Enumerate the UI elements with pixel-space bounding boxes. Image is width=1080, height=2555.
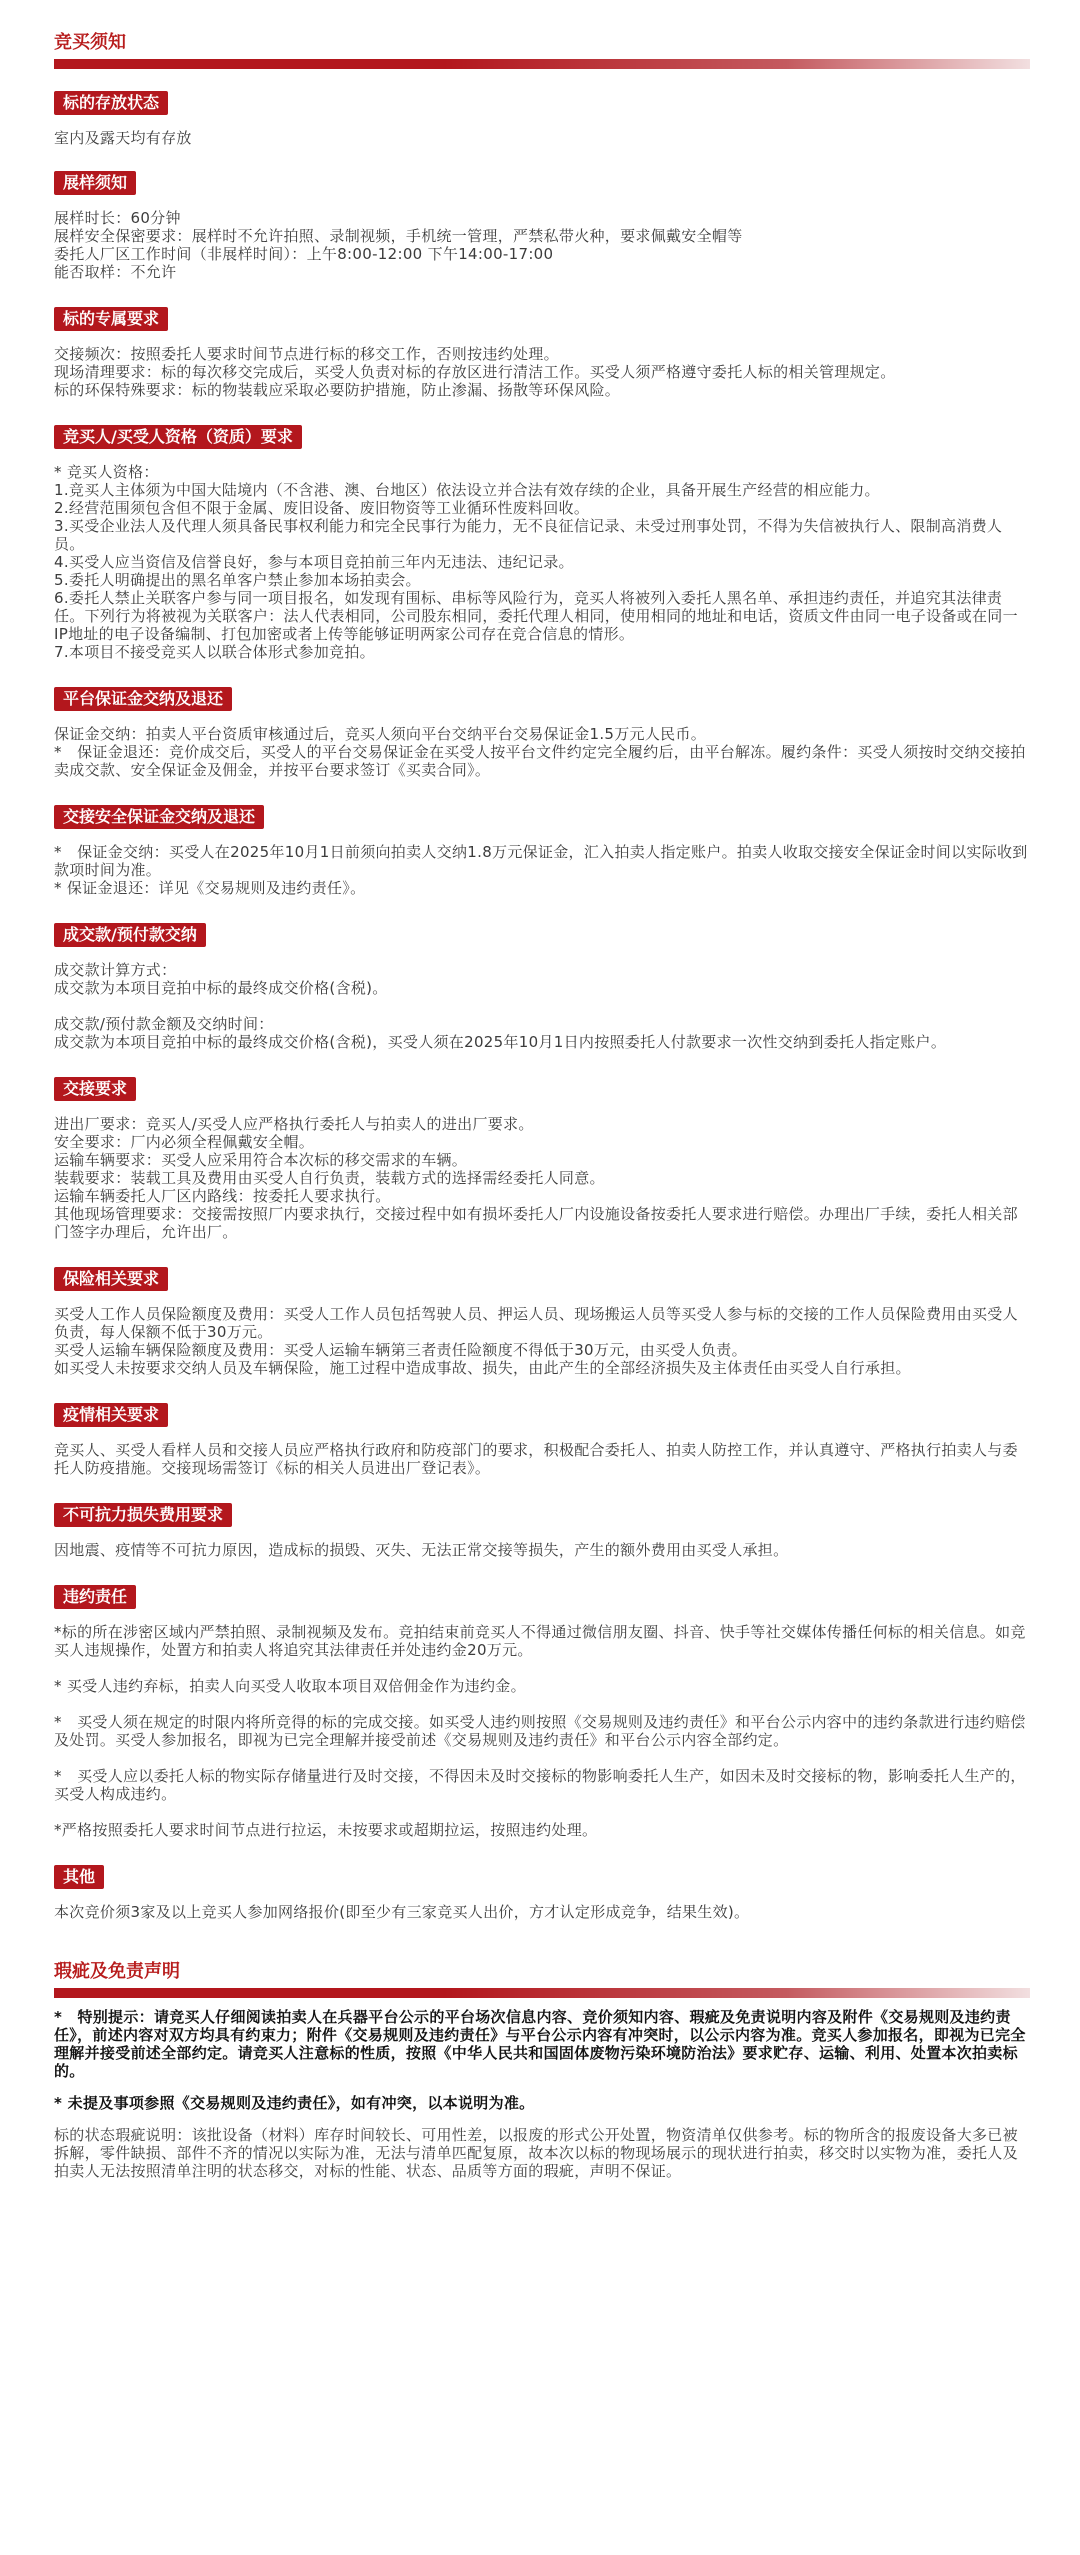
section-tag: 交接要求 xyxy=(54,1077,136,1101)
section-handover-deposit xyxy=(54,805,1030,897)
section-body: 成交款计算方式： 成交款为本项目竞拍中标的最终成交价格(含税)。 成交款/预付款金额及交纳时间： 成交款为本项目竞拍中标的最终成交价格(含税)，买受人须在2025年10月1日内按照委托人付款要求一次性交纳到委托人指定账户。 xyxy=(54,961,947,1051)
section-insurance xyxy=(54,1267,1030,1377)
disclaimer-section xyxy=(54,1959,1030,2180)
section-body: 买受人工作人员保险额度及费用：买受人工作人员包括驾驶人员、押运人员、现场搬运人员等买受人参与标的交接的工作人员保险费用由买受人负责，每人保额不低于30万元。 买受人运输车辆保险额度及费用：买受人运输车辆第三者责任险额度不得低于30万元，由买受人负责。 如买受人未按要求交纳人员及车辆保险，施工过程中造成事故、损失，由此产生的全部经济损失及主体责任由买受人自行承担。 xyxy=(54,1305,1018,1377)
section-epidemic xyxy=(54,1403,1030,1477)
section-body: 展样时长：60分钟 展样安全保密要求：展样时不允许拍照、录制视频，手机统一管理，严禁私带火种，要求佩戴安全帽等 委托人厂区工作时间（非展样时间）：上午8:00-12:00 下午14:00-17:00 能否取样：不允许 xyxy=(54,209,743,281)
defect-statement: 标的状态瑕疵说明：该批设备（材料）库存时间较长、可用性差，以报废的形式公开处置，物资清单仅供参考。标的物所含的报废设备大多已被拆解，零件缺损、部件不齐的情况以实际为准，无法与清单匹配复原，故本次以标的物现场展示的现状进行拍卖，移交时以实物为准，委托人及拍卖人无法按照清单注明的状态移交，对标的性能、状态、品质等方面的瑕疵，声明不保证。 xyxy=(54,2126,1018,2180)
disclaimer-title: 瑕疵及免责声明 xyxy=(54,1961,180,1982)
unmentioned-note: * 未提及事项参照《交易规则及违约责任》，如有冲突，以本说明为准。 xyxy=(54,2094,535,2112)
section-tag: 不可抗力损失费用要求 xyxy=(54,1503,232,1527)
section-body: 因地震、疫情等不可抗力原因，造成标的损毁、灭失、无法正常交接等损失，产生的额外费用由买受人承担。 xyxy=(54,1541,789,1559)
main-header xyxy=(54,0,1030,69)
section-platform-deposit xyxy=(54,687,1030,779)
section-body: 本次竞价须3家及以上竞买人参加网络报价(即至少有三家竞买人出价，方才认定形成竞争，结果生效)。 xyxy=(54,1903,750,1921)
disclaimer-divider xyxy=(54,1988,1030,1998)
section-tag: 疫情相关要求 xyxy=(54,1403,168,1427)
section-viewing xyxy=(54,171,1030,281)
section-body: 竞买人、买受人看样人员和交接人员应严格执行政府和防疫部门的要求，积极配合委托人、拍卖人防控工作，并认真遵守、严格执行拍卖人与委托人防疫措施。交接现场需签订《标的相关人员进出厂登记表》。 xyxy=(54,1441,1018,1477)
special-notice: * 特别提示：请竞买人仔细阅读拍卖人在兵器平台公示的平台场次信息内容、竞价须知内容、瑕疵及免责说明内容及附件《交易规则及违约责任》，前述内容对双方均具有约束力；附件《交易规则及违约责任》与平台公示内容有冲突时，以公示内容为准。竞买人参加报名，即视为已完全理解并接受前述全部约定。请竞买人注意标的性质，按照《中华人民共和国固体废物污染环境防治法》要求贮存、运输、利用、处置本次拍卖标的。 xyxy=(54,2008,1026,2080)
page-title: 竞买须知 xyxy=(54,32,126,53)
section-special xyxy=(54,307,1030,399)
title-divider xyxy=(54,59,1030,69)
section-force-majeure xyxy=(54,1503,1030,1559)
section-handover xyxy=(54,1077,1030,1241)
section-payment xyxy=(54,923,1030,1051)
section-body: 进出厂要求：竞买人/买受人应严格执行委托人与拍卖人的进出厂要求。 安全要求：厂内必须全程佩戴安全帽。 运输车辆要求：买受人应采用符合本次标的移交需求的车辆。 装载要求：装载工具及费用由买受人自行负责，装载方式的选择需经委托人同意。 运输车辆委托人厂区内路线：按委托人要求执行。 其他现场管理要求：交接需按照厂内要求执行，交接过程中如有损坏委托人厂内设施设备按委托人要求进行赔偿。办理出厂手续，委托人相关部门签字办理后，允许出厂。 xyxy=(54,1115,1018,1241)
section-qualification xyxy=(54,425,1030,661)
section-storage xyxy=(54,91,1030,147)
section-tag: 标的存放状态 xyxy=(54,91,168,115)
section-tag: 违约责任 xyxy=(54,1585,136,1609)
section-body: * 竞买人资格： 1.竞买人主体须为中国大陆境内（不含港、澳、台地区）依法设立并合法有效存续的企业，具备开展生产经营的相应能力。 2.经营范围须包含但不限于金属、废旧设备、废旧物资等工业循环性废料回收。 3.买受企业法人及代理人须具备民事权利能力和完全民事行为能力，无不良征信记录、未受过刑事处罚，不得为失信被执行人、限制高消费人员。 4.买受人应当资信及信誉良好，参与本项目竞拍前三年内无违法、违纪记录。 5.委托人明确提出的黑名单客户禁止参加本场拍卖会。 6.委托人禁止关联客户参与同一项目报名，如发现有围标、串标等风险行为，竞买人将被列入委托人黑名单、承担违约责任，并追究其法律责任。下列行为将被视为关联客户：法人代表相同，公司股东相同，委托代理人相同，使用相同的地址和电话，资质文件由同一电子设备或在同一IP地址的电子设备编制、打包加密或者上传等能够证明两家公司存在竞合信息的情形。 7.本项目不接受竞买人以联合体形式参加竞拍。 xyxy=(54,463,1018,661)
section-breach xyxy=(54,1585,1030,1839)
section-tag: 标的专属要求 xyxy=(54,307,168,331)
section-tag: 其他 xyxy=(54,1865,104,1889)
section-other xyxy=(54,1865,1030,1921)
section-tag: 平台保证金交纳及退还 xyxy=(54,687,232,711)
section-body: 交接频次：按照委托人要求时间节点进行标的移交工作，否则按违约处理。 现场清理要求：标的每次移交完成后，买受人负责对标的存放区进行清洁工作。买受人须严格遵守委托人标的相关管理规定。 标的环保特殊要求：标的物装载应采取必要防护措施，防止渗漏、扬散等环保风险。 xyxy=(54,345,896,399)
section-body: 保证金交纳：拍卖人平台资质审核通过后，竞买人须向平台交纳平台交易保证金1.5万元人民币。 * 保证金退还：竞价成交后，买受人的平台交易保证金在买受人按平台文件约定完全履约后，由平台解冻。履约条件：买受人须按时交纳交接拍卖成交款、安全保证金及佣金，并按平台要求签订《买卖合同》。 xyxy=(54,725,1026,779)
section-tag: 竞买人/买受人资格（资质）要求 xyxy=(54,425,302,449)
section-tag: 成交款/预付款交纳 xyxy=(54,923,206,947)
section-body: 室内及露天均有存放 xyxy=(54,129,192,147)
section-tag: 保险相关要求 xyxy=(54,1267,168,1291)
section-tag: 交接安全保证金交纳及退还 xyxy=(54,805,264,829)
section-tag: 展样须知 xyxy=(54,171,136,195)
section-body: * 保证金交纳：买受人在2025年10月1日前须向拍卖人交纳1.8万元保证金，汇入拍卖人指定账户。拍卖人收取交接安全保证金时间以实际收到款项时间为准。 * 保证金退还：详见《交易规则及违约责任》。 xyxy=(54,843,1028,897)
section-body: *标的所在涉密区域内严禁拍照、录制视频及发布。竞拍结束前竞买人不得通过微信朋友圈、抖音、快手等社交媒体传播任何标的相关信息。如竞买人违规操作，处置方和拍卖人将追究其法律责任并处违约金20万元。 * 买受人违约弃标，拍卖人向买受人收取本项目双倍佣金作为违约金。 * 买受人须在规定的时限内将所竞得的标的完成交接。如买受人违约则按照《交易规则及违约责任》和平台公示内容中的违约条款进行违约赔偿及处罚。买受人参加报名，即视为已完全理解并接受前述《交易规则及违约责任》和平台公示内容全部约定。 * 买受人应以委托人标的物实际存储量进行及时交接，不得因未及时交接标的物影响委托人生产，如因未及时交接标的物，影响委托人生产的，买受人构成违约。 *严格按照委托人要求时间节点进行拉运，未按要求或超期拉运，按照违约处理。 xyxy=(54,1623,1026,1839)
